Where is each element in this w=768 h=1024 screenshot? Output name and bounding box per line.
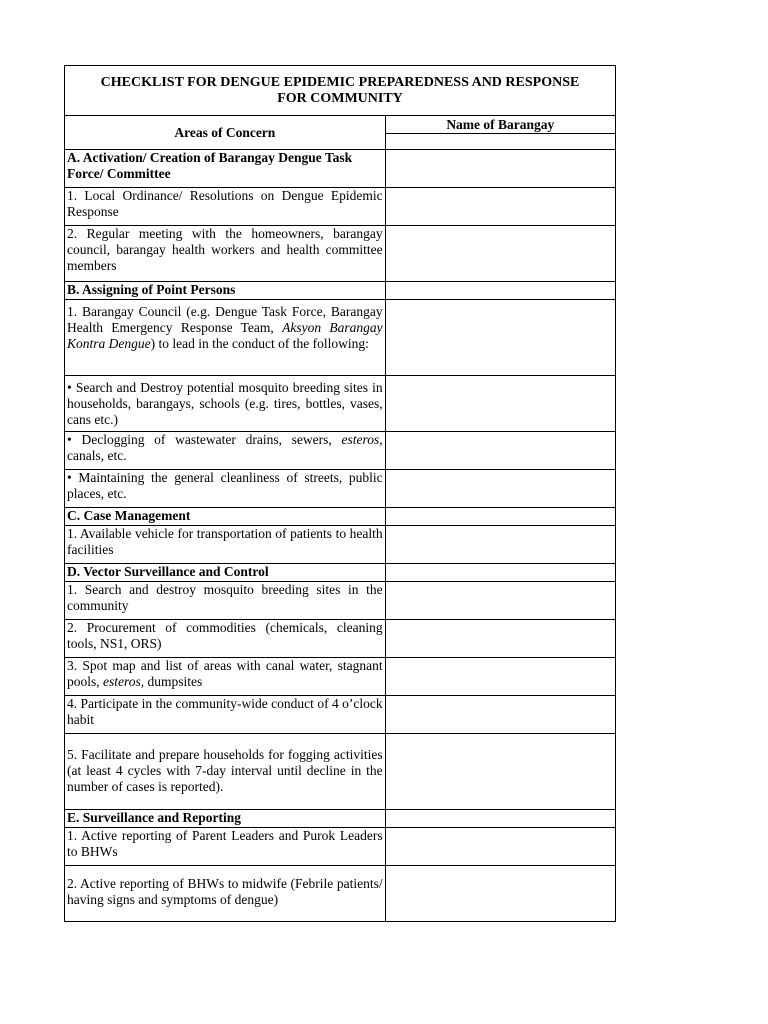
item-d5: 5. Facilitate and prepare households for fogging activities (at least 4 cycles with 7-day interval until decline in the number of cases is reported). (65, 734, 386, 810)
item-d2: 2. Procurement of commodities (chemicals, cleaning tools, NS1, ORS) (65, 620, 386, 658)
item-a2: 2. Regular meeting with the homeowners, barangay council, barangay health workers and health committee members (65, 226, 386, 282)
barangay-cell[interactable] (385, 734, 615, 810)
item-b1: 1. Barangay Council (e.g. Dengue Task Force, Barangay Health Emergency Response Team, Aksyon Barangay Kontra Dengue) to lead in the conduct of the following: (65, 300, 386, 376)
barangay-cell[interactable] (385, 866, 615, 922)
title-row (65, 66, 616, 116)
bullet-icon: • (67, 432, 72, 447)
item-d4: 4. Participate in the community-wide conduct of 4 o’clock habit (65, 696, 386, 734)
table-row (65, 376, 616, 432)
table-row (65, 282, 616, 300)
bullet-icon: • (67, 380, 72, 395)
name-of-barangay-header: Name of Barangay (385, 116, 615, 134)
table-row (65, 226, 616, 282)
barangay-cell[interactable] (385, 582, 615, 620)
table-row (65, 188, 616, 226)
item-b-bullet-2: • Declogging of wastewater drains, sewers, esteros, canals, etc. (65, 432, 386, 470)
item-b-bullet-3: • Maintaining the general cleanliness of streets, public places, etc. (65, 470, 386, 508)
header-row (65, 116, 616, 134)
item-b-bullet-1: • Search and Destroy potential mosquito breeding sites in households, barangays, schools (e.g. tires, bottles, vases, cans etc.) (65, 376, 386, 432)
bullet-icon: • (67, 470, 72, 485)
item-e1: 1. Active reporting of Parent Leaders and Purok Leaders to BHWs (65, 828, 386, 866)
table-row (65, 696, 616, 734)
checklist-sheet (64, 65, 616, 922)
item-a1: 1. Local Ordinance/ Resolutions on Dengue Epidemic Response (65, 188, 386, 226)
table-row (65, 432, 616, 470)
table-row (65, 828, 616, 866)
barangay-cell[interactable] (385, 300, 615, 376)
table-row (65, 150, 616, 188)
barangay-cell[interactable] (385, 150, 615, 188)
section-e-heading: E. Surveillance and Reporting (65, 810, 386, 828)
barangay-cell[interactable] (385, 620, 615, 658)
barangay-name-cell[interactable] (385, 134, 615, 150)
table-row (65, 582, 616, 620)
barangay-cell[interactable] (385, 470, 615, 508)
section-a-heading: A. Activation/ Creation of Barangay Dengue Task Force/ Committee (65, 150, 386, 188)
barangay-cell[interactable] (385, 658, 615, 696)
table-row (65, 564, 616, 582)
barangay-cell[interactable] (385, 810, 615, 828)
section-c-heading: C. Case Management (65, 508, 386, 526)
table-row (65, 508, 616, 526)
barangay-cell[interactable] (385, 226, 615, 282)
barangay-cell[interactable] (385, 282, 615, 300)
table-row (65, 734, 616, 810)
checklist-table (64, 65, 616, 922)
section-b-heading: B. Assigning of Point Persons (65, 282, 386, 300)
barangay-cell[interactable] (385, 432, 615, 470)
table-row (65, 526, 616, 564)
barangay-cell[interactable] (385, 696, 615, 734)
item-e2: 2. Active reporting of BHWs to midwife (Febrile patients/ having signs and symptoms of dengue) (65, 866, 386, 922)
barangay-cell[interactable] (385, 376, 615, 432)
table-row (65, 658, 616, 696)
table-row (65, 470, 616, 508)
areas-of-concern-header: Areas of Concern (65, 116, 386, 150)
table-row (65, 620, 616, 658)
table-row (65, 866, 616, 922)
title-line-1: CHECKLIST FOR DENGUE EPIDEMIC PREPAREDNESS AND RESPONSE (100, 75, 580, 90)
page-title (65, 66, 616, 116)
barangay-cell[interactable] (385, 508, 615, 526)
item-d1: 1. Search and destroy mosquito breeding sites in the community (65, 582, 386, 620)
item-d3: 3. Spot map and list of areas with canal water, stagnant pools, esteros, dumpsites (65, 658, 386, 696)
table-row (65, 810, 616, 828)
barangay-cell[interactable] (385, 564, 615, 582)
section-d-heading: D. Vector Surveillance and Control (65, 564, 386, 582)
item-c1: 1. Available vehicle for transportation of patients to health facilities (65, 526, 386, 564)
barangay-cell[interactable] (385, 188, 615, 226)
title-line-2: FOR COMMUNITY (277, 91, 403, 106)
table-row (65, 300, 616, 376)
barangay-cell[interactable] (385, 526, 615, 564)
barangay-cell[interactable] (385, 828, 615, 866)
